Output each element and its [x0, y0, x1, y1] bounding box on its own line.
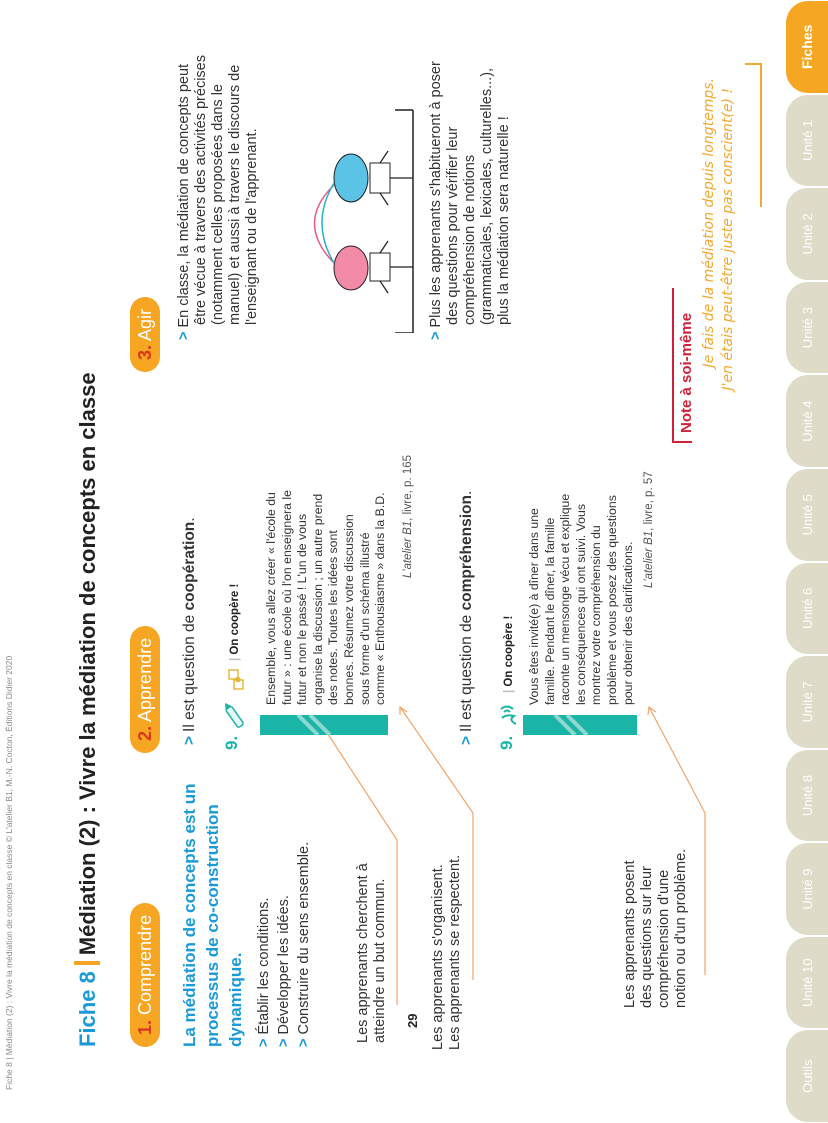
bullet-text: Construire du sens ensemble.	[296, 841, 312, 1035]
point-text: Il est question de	[458, 610, 475, 732]
annotation-line: des questions sur leur	[639, 866, 655, 1008]
stripe-decoration	[523, 715, 637, 735]
exercise-line: organise la discussion ; un autre prend	[310, 493, 325, 705]
bullet-text: Établir les conditions.	[256, 897, 272, 1035]
tab-unite-9[interactable]: Unité 9	[786, 843, 828, 935]
agir-paragraph-2	[428, 61, 513, 340]
exercise-text	[264, 490, 389, 705]
tag-label: On coopère !	[503, 615, 515, 687]
tab-unite-8[interactable]: Unité 8	[786, 750, 828, 842]
listening-icon	[496, 700, 520, 728]
exercise-text-2	[527, 494, 636, 705]
point-comprehension	[457, 491, 477, 745]
citation-ref: , livre, p. 57	[643, 471, 655, 531]
para-line: des questions pour vérifier leur	[445, 126, 461, 325]
point-keyword: coopération	[181, 521, 198, 611]
blue-brain	[334, 154, 368, 202]
tag-label: On coopère !	[229, 583, 241, 655]
tag-separator: |	[503, 689, 515, 693]
section-number: 2.	[135, 725, 155, 741]
exercise-tag	[229, 584, 241, 661]
pink-body	[370, 253, 390, 281]
para-line: l'enseignant ou de l'apprenant.	[244, 128, 260, 325]
annotation-line: compréhension d'une	[656, 869, 672, 1008]
section-apprendre-pill	[130, 626, 160, 753]
exercise-line: les conséquences qui ont suivi. Vous	[573, 504, 588, 705]
tab-unite-5[interactable]: Unité 5	[786, 469, 828, 561]
tab-fiches[interactable]: Fiches	[786, 1, 828, 93]
point-text: .	[181, 517, 198, 522]
exercise-line: pour obtenir des clarifications.	[620, 541, 635, 705]
tab-unite-1[interactable]: Unité 1	[786, 95, 828, 187]
para-line: (grammaticales, lexicales, culturelles...),	[479, 67, 495, 325]
para-line: compréhension de notions	[462, 154, 478, 325]
exercise-line: Ensemble, vous allez créer « l'école du	[264, 492, 278, 705]
annotation-line: Les apprenants s'organisent.	[430, 864, 446, 1050]
exercise-line: futur » : une école où l'on enseignera le	[279, 490, 294, 705]
tab-unite-7[interactable]: Unité 7	[786, 656, 828, 748]
point-keyword: compréhension	[458, 495, 475, 611]
brains-illustration	[300, 103, 420, 333]
annotation-line: Les apprenants cherchent à	[355, 863, 371, 1043]
para-line: manuel) et aussi à travers le discours de	[227, 64, 243, 325]
chevron-icon: >	[428, 331, 444, 340]
para-text: Plus les apprenants s'habitueront à poser	[428, 61, 444, 328]
exercise-line: sous forme d'un schéma illustré	[357, 532, 372, 705]
tab-unite-6[interactable]: Unité 6	[786, 563, 828, 655]
section-label: Apprendre	[135, 637, 155, 722]
note-orange-bracket	[745, 63, 762, 207]
exercise-teal-bar	[260, 715, 388, 735]
exercise-number-2: 9.	[497, 735, 516, 750]
para-text: En classe, la médiation de concepts peut	[176, 63, 192, 328]
pink-brain	[334, 246, 368, 290]
exercise-line: comme « Enthousiasme » dans la B.D.	[373, 492, 388, 705]
note-quote	[700, 78, 738, 443]
para-line	[428, 61, 445, 340]
tab-unite-3[interactable]: Unité 3	[786, 282, 828, 374]
chevron-icon: >	[276, 1038, 292, 1047]
exercise-tag-2	[503, 616, 515, 693]
chevron-icon: >	[256, 1038, 272, 1047]
unit-tabs	[786, 0, 828, 1123]
section-label: Agir	[135, 308, 155, 341]
para-line: (notamment celles proposées dans le	[210, 84, 226, 325]
citation-2	[643, 471, 655, 588]
arrow-3	[649, 707, 705, 975]
quote-line: Je fais de la médiation depuis longtemps.	[701, 78, 717, 368]
exercise-line: montrez votre compréhension du	[589, 525, 604, 705]
exercise-line: des notes. Toutes les idées sont	[326, 530, 341, 705]
citation-title: L'atelier B1	[643, 530, 655, 588]
exercise-line: bonnes. Résumez votre discussion	[341, 514, 356, 705]
exercise-line: raconte un mensonge vécu et explique	[558, 493, 573, 705]
arrow-1	[322, 725, 397, 1005]
annotation-line: notion ou d'un problème.	[673, 848, 689, 1008]
chevron-icon: >	[458, 735, 475, 745]
citation-ref: , livre, p. 165	[402, 454, 414, 521]
annotation-line: atteindre un but commun.	[372, 878, 388, 1043]
tab-unite-10[interactable]: Unité 10	[786, 937, 828, 1029]
pink-arrow	[315, 185, 335, 263]
para-line: plus la médiation sera naturelle !	[496, 116, 512, 325]
section-agir-pill	[130, 297, 160, 372]
point-text: .	[458, 490, 475, 496]
quote-line: J'en étais peut-être juste pas conscient(e) !	[720, 88, 736, 391]
pencil-icon	[222, 700, 246, 730]
bullet-text: Développer les idées.	[276, 895, 292, 1035]
section-label: Comprendre	[135, 914, 155, 1015]
citation-title: L'atelier B1	[402, 520, 414, 578]
exercise-number: 9.	[222, 735, 241, 750]
exercise-line: famille. Pendant le dîner, la famille	[542, 517, 557, 705]
fiche-number: Fiche 8	[75, 971, 100, 1047]
exercise-teal-bar	[523, 715, 637, 735]
annotation-line: Les apprenants se respectent.	[447, 854, 463, 1050]
tab-unite-2[interactable]: Unité 2	[786, 188, 828, 280]
agir-paragraph-1	[176, 55, 261, 340]
page-number: 29	[405, 1013, 420, 1028]
section-number: 1.	[135, 1019, 155, 1035]
note-heading: Note à soi-même	[678, 312, 695, 433]
puzzle-icon	[226, 665, 246, 691]
stripe-decoration	[260, 715, 388, 735]
para-line: être vécue à travers des activités précises	[193, 55, 209, 325]
point-text: Il est question de	[181, 610, 198, 732]
exercise-line: futur et non le passé ! L'un de vous	[295, 513, 310, 705]
running-header: Fiche 8 | Médiation (2) : Vivre la médiation de concepts en classe © L'atelier B1, M.-N. Cocton, Éditions Didier 2020	[4, 655, 14, 1090]
section-number: 3.	[135, 344, 155, 360]
blue-body	[370, 163, 390, 193]
tag-separator: |	[229, 657, 241, 661]
chevron-icon: >	[296, 1038, 312, 1047]
citation	[402, 455, 414, 578]
tab-outils[interactable]: Outils	[786, 1030, 828, 1122]
chevron-icon: >	[181, 735, 198, 745]
arrowhead-2	[400, 707, 407, 715]
exercise-line: problème et vous posez des questions	[604, 495, 619, 705]
para-line	[176, 55, 193, 340]
arrow-2	[400, 707, 473, 980]
title-text: Médiation (2) : Vivre la médiation de concepts en classe	[75, 372, 100, 956]
point-cooperation	[180, 517, 200, 745]
chevron-icon: >	[176, 331, 192, 340]
annotation-line: Les apprenants posent	[622, 860, 638, 1008]
comprendre-heading: La médiation de concepts est un processus de co-construction dynamique.	[180, 783, 245, 1047]
tab-unite-4[interactable]: Unité 4	[786, 375, 828, 467]
exercise-line: Vous êtes invité(e) à dîner dans une	[527, 508, 541, 705]
